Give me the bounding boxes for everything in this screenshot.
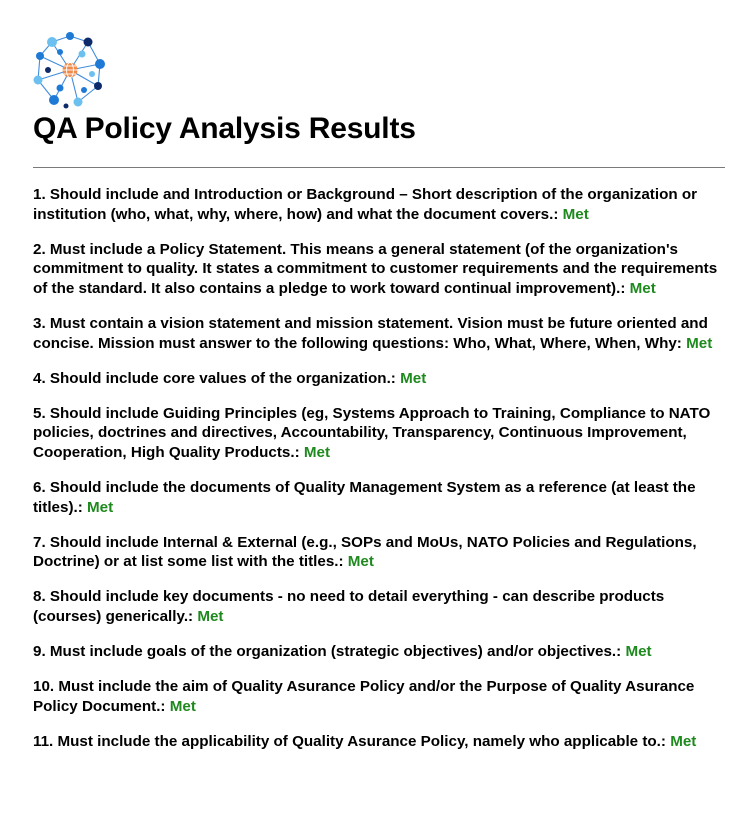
- status-met: Met: [670, 732, 697, 750]
- criterion-item: [33, 533, 723, 572]
- network-globe-logo-icon: [30, 30, 110, 110]
- criterion-item: [33, 240, 723, 299]
- status-met: Met: [400, 369, 427, 387]
- criterion-text: 6. Should include the documents of Quality Management System as a reference (at least the titles).:: [33, 479, 696, 516]
- criterion-text: 2. Must include a Policy Statement. This means a general statement (of the organization's commitment to quality. It states a commitment to customer requirements and the requirements of the standard. It also contains a pledge to work toward continual improvement).:: [33, 240, 718, 297]
- criterion-item: [33, 642, 723, 662]
- criterion-text: 11. Must include the applicability of Quality Asurance Policy, namely who applicable to.:: [33, 732, 666, 750]
- criterion-item: [33, 677, 723, 716]
- status-met: Met: [87, 498, 114, 516]
- criterion-item: [33, 587, 723, 626]
- criterion-text: 10. Must include the aim of Quality Asurance Policy and/or the Purpose of Quality Asurance Policy Document.:: [33, 678, 695, 715]
- status-met: Met: [169, 697, 196, 715]
- criterion-item: [33, 369, 723, 389]
- criterion-text: 9. Must include goals of the organization (strategic objectives) and/or objectives.:: [33, 643, 622, 661]
- criteria-list: [33, 185, 723, 767]
- title-divider: [33, 167, 725, 168]
- status-met: Met: [197, 608, 224, 625]
- criterion-text: 4. Should include core values of the organization.:: [33, 369, 396, 387]
- criterion-item: [33, 185, 723, 224]
- page-title: QA Policy Analysis Results: [33, 112, 416, 145]
- status-met: Met: [629, 279, 656, 297]
- criterion-text: 1. Should include and Introduction or Background – Short description of the organization or institution (who, what, why, where, how) and what the document covers.:: [33, 186, 698, 223]
- criterion-item: [33, 478, 723, 517]
- criterion-text: 3. Must contain a vision statement and mission statement. Vision must be future oriented and concise. Mission must answer to the following questions: Who, What, Where, When, Why:: [33, 314, 708, 352]
- criterion-text: 7. Should include Internal & External (e.g., SOPs and MoUs, NATO Policies and Regulations, Doctrine) or at list some list with the titles.:: [33, 533, 697, 571]
- criterion-text: 5. Should include Guiding Principles (eg, Systems Approach to Training, Compliance to NATO policies, doctrines and directives, Accountability, Transparency, Continuous Improvement, Cooperation, High Quality Products.:: [33, 404, 711, 461]
- criterion-text: 8. Should include key documents - no need to detail everything - can describe products (courses) generically.:: [33, 588, 665, 625]
- criterion-item: [33, 732, 723, 752]
- status-met: Met: [686, 334, 713, 352]
- status-met: Met: [347, 553, 374, 571]
- status-met: Met: [303, 443, 331, 461]
- criterion-item: [33, 314, 723, 353]
- status-met: Met: [625, 643, 652, 661]
- criterion-item: [33, 404, 723, 463]
- status-met: Met: [562, 205, 589, 223]
